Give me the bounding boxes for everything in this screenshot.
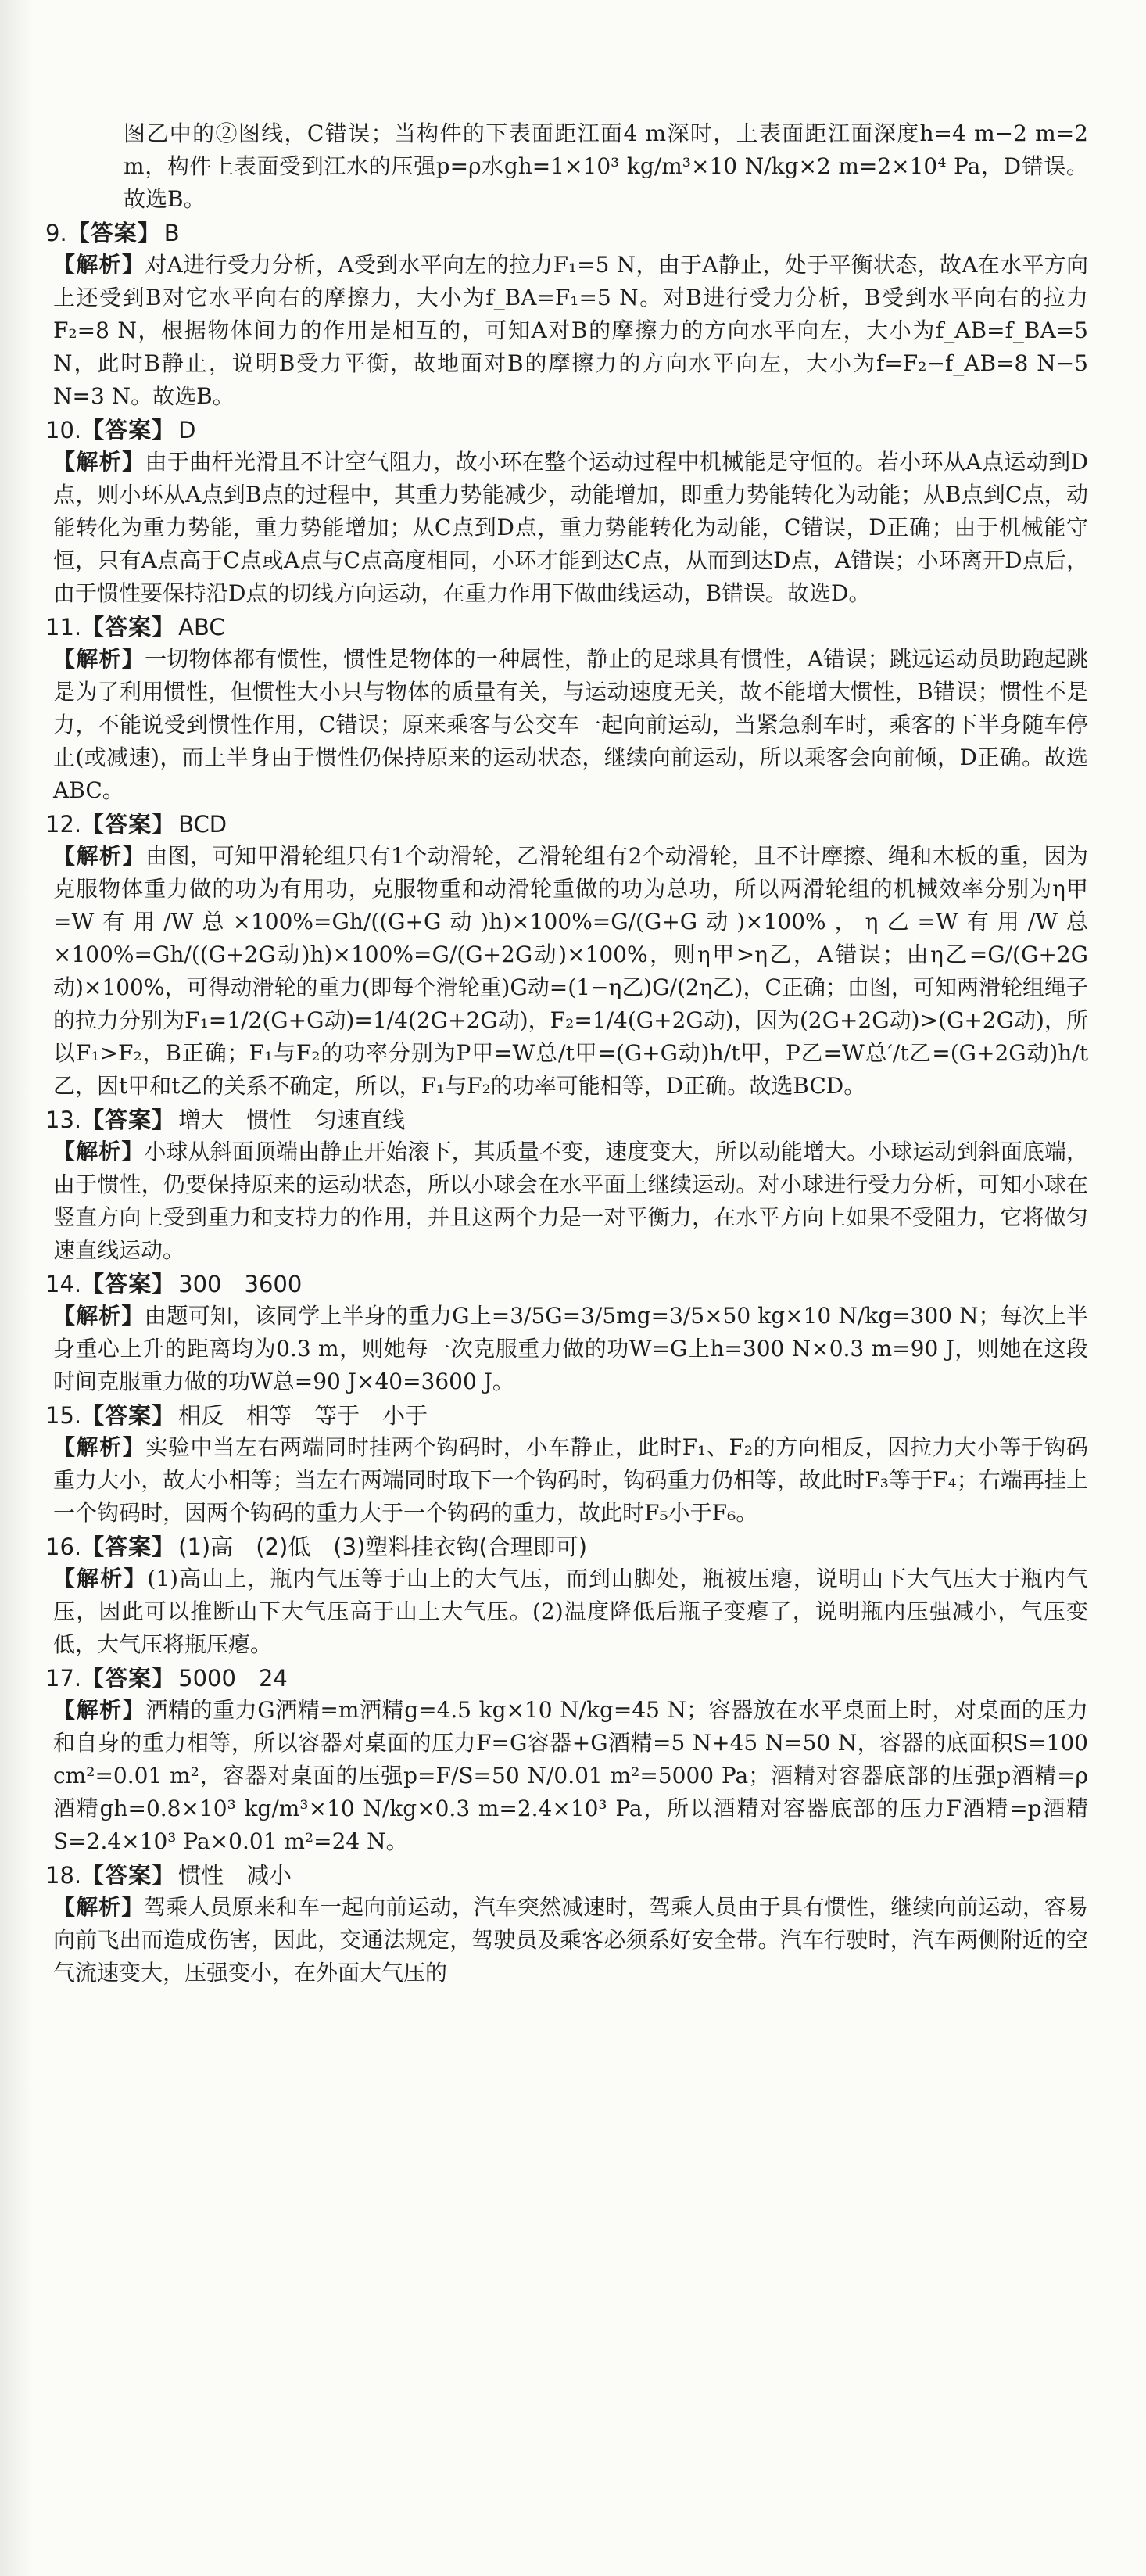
analysis-label: 【解析】	[53, 843, 146, 869]
analysis-label: 【解析】	[53, 449, 145, 475]
analysis-paragraph	[45, 1300, 1088, 1398]
analysis-label: 【解析】	[53, 646, 145, 672]
analysis-paragraph	[45, 840, 1088, 1103]
answer-value: 5000 24	[178, 1665, 288, 1692]
analysis-label: 【解析】	[53, 1303, 145, 1329]
answer-value: BCD	[178, 811, 227, 838]
answer-list	[45, 217, 1088, 1989]
answer-value: 相反 相等 等于 小于	[178, 1402, 428, 1429]
answer-entry	[45, 1663, 1088, 1858]
answer-value: 增大 惯性 匀速直线	[178, 1107, 406, 1133]
analysis-label: 【解析】	[53, 252, 145, 278]
answer-heading	[45, 1268, 1088, 1300]
answer-value: 惯性 减小	[178, 1862, 292, 1889]
answer-label: 【答案】	[81, 811, 176, 838]
analysis-paragraph	[45, 643, 1088, 807]
analysis-paragraph	[45, 1431, 1088, 1530]
answer-label: 【答案】	[66, 220, 161, 246]
answer-heading	[45, 217, 1088, 249]
answer-entry	[45, 1531, 1088, 1661]
answer-label: 【答案】	[81, 1665, 176, 1692]
question-number: 17.	[45, 1665, 82, 1692]
page-fold-shadow	[0, 0, 33, 2576]
answer-heading	[45, 1860, 1088, 1891]
analysis-label: 【解析】	[53, 1434, 146, 1460]
analysis-text: 由于曲杆光滑且不计空气阻力，故小环在整个运动过程中机械能是守恒的。若小环从A点运动到D点，则小环从A点到B点的过程中，其重力势能减少，动能增加，即重力势能转化为动能；从B点到C点，动能转化为重力势能，重力势能增加；从C点到D点，重力势能转化为动能，C错误，D正确；由于机械能守恒，只有A点高于C点或A点与C点高度相同，小环才能到达C点，从而到达D点，A错误；小环离开D点后，由于惯性要保持沿D点的切线方向运动，在重力作用下做曲线运动，B错误。故选D。	[53, 449, 1088, 606]
question-number: 14.	[45, 1271, 82, 1297]
analysis-label: 【解析】	[53, 1894, 145, 1920]
analysis-paragraph	[45, 446, 1088, 610]
answer-value: 300 3600	[178, 1271, 303, 1297]
answer-entry	[45, 612, 1088, 807]
question-number: 11.	[45, 614, 82, 640]
question-number: 16.	[45, 1534, 82, 1560]
answer-entry	[45, 217, 1088, 413]
answer-heading	[45, 1531, 1088, 1562]
analysis-text: 驾乘人员原来和车一起向前运动，汽车突然减速时，驾乘人员由于具有惯性，继续向前运动，容易向前飞出而造成伤害，因此，交通法规定，驾驶员及乘客必须系好安全带。汽车行驶时，汽车两侧附近的空气流速变大，压强变小，在外面大气压的	[53, 1894, 1088, 1986]
analysis-label: 【解析】	[53, 1697, 146, 1723]
analysis-text: 酒精的重力G酒精=m酒精g=4.5 kg×10 N/kg=45 N；容器放在水平桌面上时，对桌面的压力和自身的重力相等，所以容器对桌面的压力F=G容器+G酒精=5 N+45 N=50 N，容器的底面积S=100 cm²=0.01 m²，容器对桌面的压强p=F/S=50 N/0.01 m²=5000 Pa；酒精对容器底部的压强p酒精=ρ酒精gh=0.8×10³ kg/m³×10 N/kg×0.3 m=2.4×10³ Pa，所以酒精对容器底部的压力F酒精=p酒精S=2.4×10³ Pa×0.01 m²=24 N。	[53, 1697, 1088, 1854]
answer-label: 【答案】	[81, 1534, 176, 1560]
answer-value: D	[178, 417, 196, 443]
answer-value: B	[163, 220, 180, 246]
answer-heading	[45, 1104, 1088, 1136]
answer-entry	[45, 809, 1088, 1103]
analysis-text: 一切物体都有惯性，惯性是物体的一种属性，静止的足球具有惯性，A错误；跳远运动员助跑起跳是为了利用惯性，但惯性大小只与物体的质量有关，与运动速度无关，故不能增大惯性，B错误；惯性不是力，不能说受到惯性作用，C错误；原来乘客与公交车一起向前运动，当紧急刹车时，乘客的下半身随车停止(或减速)，而上半身由于惯性仍保持原来的运动状态，继续向前运动，所以乘客会向前倾，D正确。故选ABC。	[53, 646, 1088, 803]
answer-label: 【答案】	[81, 1862, 176, 1889]
question-number: 10.	[45, 417, 82, 443]
analysis-label: 【解析】	[53, 1139, 145, 1164]
question-number: 13.	[45, 1107, 82, 1133]
answer-entry	[45, 1400, 1088, 1530]
answer-entry	[45, 414, 1088, 610]
continuation-text: 图乙中的②图线，C错误；当构件的下表面距江面4 m深时，上表面距江面深度h=4 m−2 m=2 m，构件上表面受到江水的压强p=ρ水gh=1×10³ kg/m³×10 N/kg×2 m=2×10⁴ Pa，D错误。故选B。	[124, 120, 1088, 212]
analysis-paragraph	[45, 249, 1088, 413]
analysis-text: 对A进行受力分析，A受到水平向左的拉力F₁=5 N，由于A静止，处于平衡状态，故A在水平方向上还受到B对它水平向右的摩擦力，大小为f_BA=F₁=5 N。对B进行受力分析，B受到水平向右的拉力F₂=8 N，根据物体间力的作用是相互的，可知A对B的摩擦力的方向水平向左，大小为f_AB=f_BA=5 N，此时B静止，说明B受力平衡，故地面对B的摩擦力的方向水平向左，大小为f=F₂−f_AB=8 N−5 N=3 N。故选B。	[53, 252, 1088, 409]
answer-label: 【答案】	[81, 614, 176, 640]
analysis-paragraph	[45, 1694, 1088, 1858]
answer-heading	[45, 1400, 1088, 1431]
question-number: 12.	[45, 811, 82, 838]
analysis-paragraph	[45, 1136, 1088, 1267]
answer-heading	[45, 1663, 1088, 1694]
analysis-text: 实验中当左右两端同时挂两个钩码时，小车静止，此时F₁、F₂的方向相反，因拉力大小等于钩码重力大小，故大小相等；当左右两端同时取下一个钩码时，钩码重力仍相等，故此时F₃等于F₄；右端再挂上一个钩码时，因两个钩码的重力大于一个钩码的重力，故此时F₅小于F₆。	[53, 1434, 1088, 1526]
analysis-paragraph	[45, 1891, 1088, 1989]
analysis-text: 由题可知，该同学上半身的重力G上=3/5G=3/5mg=3/5×50 kg×10 N/kg=300 N；每次上半身重心上升的距离均为0.3 m，则她每一次克服重力做的功W=G上h=300 N×0.3 m=90 J，则她在这段时间克服重力做的功W总=90 J×40=3600 J。	[53, 1303, 1088, 1394]
answer-value: (1)高 (2)低 (3)塑料挂衣钩(合理即可)	[178, 1534, 588, 1560]
answer-heading	[45, 809, 1088, 840]
question-number: 18.	[45, 1862, 82, 1889]
answer-heading	[45, 612, 1088, 643]
question-number: 15.	[45, 1402, 82, 1429]
analysis-text: 由图，可知甲滑轮组只有1个动滑轮，乙滑轮组有2个动滑轮，且不计摩擦、绳和木板的重，因为克服物体重力做的功为有用功，克服物重和动滑轮重做的功为总功，所以两滑轮组的机械效率分别为η甲=W有用/W总×100%=Gh/((G+G动)h)×100%=G/(G+G动)×100%，η乙=W有用/W总×100%=Gh/((G+2G动)h)×100%=G/(G+2G动)×100%，则η甲>η乙，A错误；由η乙=G/(G+2G动)×100%，可得动滑轮的重力(即每个滑轮重)G动=(1−η乙)G/(2η乙)，C正确；由图，可知两滑轮组绳子的拉力分别为F₁=1/2(G+G动)=1/4(2G+2G动)，F₂=1/4(G+2G动)，因为(2G+2G动)>(G+2G动)，所以F₁>F₂，B正确；F₁与F₂的功率分别为P甲=W总/t甲=(G+G动)h/t甲，P乙=W总′/t乙=(G+2G动)h/t乙，因t甲和t乙的关系不确定，所以，F₁与F₂的功率可能相等，D正确。故选BCD。	[53, 843, 1088, 1099]
answer-heading	[45, 414, 1088, 446]
analysis-text: 小球从斜面顶端由静止开始滚下，其质量不变，速度变大，所以动能增大。小球运动到斜面底端，由于惯性，仍要保持原来的运动状态，所以小球会在水平面上继续运动。对小球进行受力分析，可知小球在竖直方向上受到重力和支持力的作用，并且这两个力是一对平衡力，在水平方向上如果不受阻力，它将做匀速直线运动。	[53, 1139, 1088, 1263]
analysis-text: (1)高山上，瓶内气压等于山上的大气压，而到山脚处，瓶被压瘪，说明山下大气压大于瓶内气压，因此可以推断山下大气压高于山上大气压。(2)温度降低后瓶子变瘪了，说明瓶内压强减小，气压变低，大气压将瓶压瘪。	[53, 1566, 1088, 1657]
question-number: 9.	[45, 220, 67, 246]
answer-label: 【答案】	[81, 1107, 176, 1133]
answer-label: 【答案】	[81, 1271, 176, 1297]
answer-entry	[45, 1268, 1088, 1398]
answer-label: 【答案】	[81, 1402, 176, 1429]
answer-entry	[45, 1104, 1088, 1267]
answer-label: 【答案】	[81, 417, 176, 443]
analysis-label: 【解析】	[53, 1566, 148, 1591]
answer-value: ABC	[178, 614, 225, 640]
answer-entry	[45, 1860, 1088, 1989]
analysis-paragraph	[45, 1562, 1088, 1661]
